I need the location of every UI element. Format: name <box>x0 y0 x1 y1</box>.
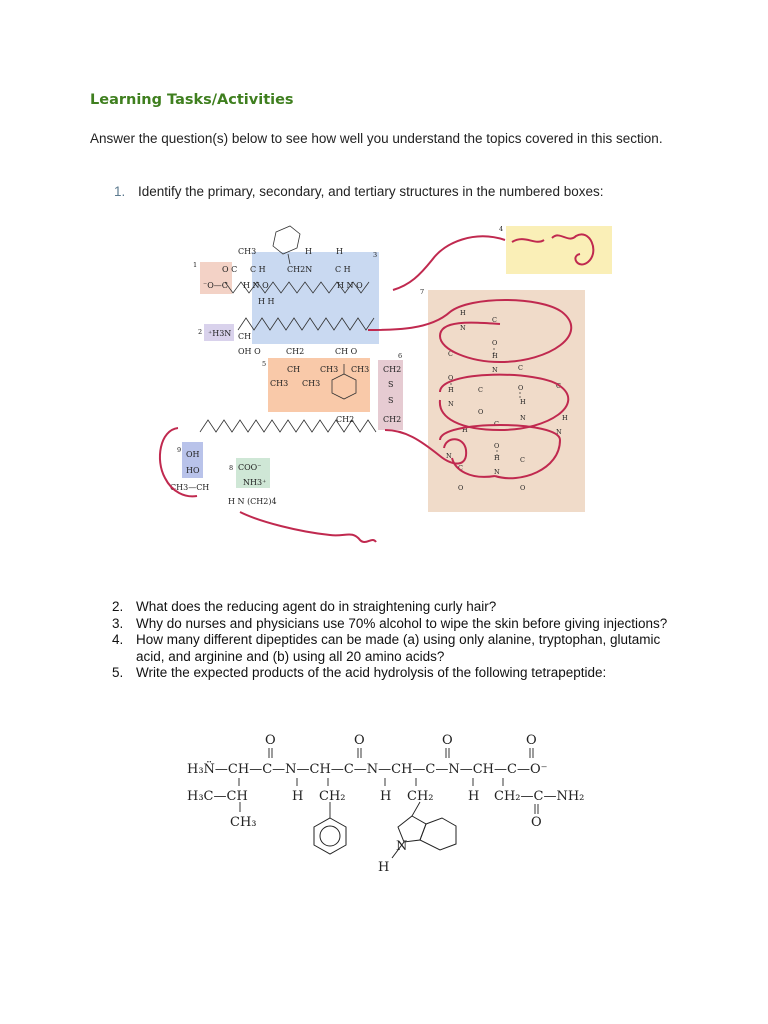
list-item <box>112 632 682 665</box>
question-text: Why do nurses and physicians use 70% alcohol to wipe the skin before giving injections? <box>136 615 668 631</box>
svg-text:HO: HO <box>186 466 200 475</box>
svg-text:O: O <box>518 384 524 392</box>
svg-text:C H: C H <box>250 265 266 274</box>
question-number: 5. <box>112 665 124 680</box>
list-item <box>112 665 682 682</box>
list-item <box>112 616 682 633</box>
svg-text:S: S <box>388 396 394 405</box>
svg-text:CH2: CH2 <box>286 347 305 356</box>
svg-text:O: O <box>478 408 484 416</box>
svg-text:N: N <box>460 324 466 332</box>
svg-text:O: O <box>494 442 500 450</box>
svg-text:CH3: CH3 <box>302 379 321 388</box>
amide-h-3: H <box>468 789 480 804</box>
indole-nitrogen: N <box>396 839 408 854</box>
svg-text:H: H <box>492 352 498 360</box>
question-1-number: 1. <box>114 184 126 199</box>
svg-text:CH3: CH3 <box>320 365 339 374</box>
svg-text:C: C <box>448 350 453 358</box>
box-4-highlight <box>506 226 612 274</box>
svg-text:C: C <box>556 382 561 390</box>
tetrapeptide-structure <box>0 720 768 880</box>
svg-text:O: O <box>492 339 498 347</box>
svg-text:H N (CH2)4: H N (CH2)4 <box>228 497 277 506</box>
question-text: Write the expected products of the acid hydrolysis of the following tetrapeptide: <box>136 665 607 680</box>
side-chain-trp: CH₂ <box>407 789 434 804</box>
svg-text:H: H <box>462 426 468 434</box>
box-number-6: 6 <box>398 352 403 360</box>
svg-text:CH O: CH O <box>335 347 358 356</box>
svg-text:⁻O—C: ⁻O—C <box>203 281 228 290</box>
box-number-5: 5 <box>262 360 267 368</box>
svg-text:O C: O C <box>222 265 238 274</box>
svg-text:CH3: CH3 <box>238 247 257 256</box>
svg-text:N: N <box>494 468 500 476</box>
svg-text:O: O <box>520 484 526 492</box>
side-chain-asn: CH₂—C—NH₂ <box>494 789 585 804</box>
svg-text:O: O <box>526 733 537 748</box>
indole-hydrogen: H <box>378 860 390 875</box>
question-number: 4. <box>112 632 124 647</box>
svg-text:OH: OH <box>186 450 200 459</box>
svg-text:C: C <box>520 456 525 464</box>
question-number: 3. <box>112 615 124 631</box>
svg-text:O: O <box>448 374 454 382</box>
svg-text:CH2: CH2 <box>383 365 402 374</box>
question-text: How many different dipeptides can be made (a) using only alanine, tryptophan, glutamic acid, and arginine and (b) using all 20 amino acids? <box>136 632 661 664</box>
section-heading: Learning Tasks/Activities <box>90 92 294 108</box>
box-number-7: 7 <box>420 288 425 296</box>
box-number-4: 4 <box>499 225 504 233</box>
svg-text:N: N <box>446 452 452 460</box>
svg-text:O: O <box>442 733 453 748</box>
svg-text:COO⁻: COO⁻ <box>238 463 262 472</box>
side-chain-valine-methyl: CH₃ <box>230 815 257 830</box>
svg-text:OH O: OH O <box>238 347 261 356</box>
svg-text:N: N <box>448 400 454 408</box>
svg-text:CH3: CH3 <box>351 365 370 374</box>
question-text: What does the reducing agent do in straightening curly hair? <box>136 599 497 614</box>
side-chain-phe: CH₂ <box>319 789 346 804</box>
svg-text:H: H <box>562 414 568 422</box>
svg-text:N: N <box>520 414 526 422</box>
asn-carbonyl-o: O <box>531 815 542 830</box>
svg-text:C: C <box>458 464 463 472</box>
svg-text:⁺H3N: ⁺H3N <box>208 329 232 338</box>
svg-text:H: H <box>494 454 500 462</box>
svg-text:C: C <box>518 364 523 372</box>
svg-text:S: S <box>388 380 394 389</box>
box-number-8: 8 <box>229 464 234 472</box>
svg-text:C: C <box>494 420 499 428</box>
svg-text:NH3⁺: NH3⁺ <box>243 478 267 487</box>
intro-paragraph: Answer the question(s) below to see how well you understand the topics covered in this section. <box>90 131 663 146</box>
svg-text:CH: CH <box>238 332 252 341</box>
svg-text:N: N <box>556 428 562 436</box>
svg-text:O: O <box>354 733 365 748</box>
svg-text:H: H <box>448 386 454 394</box>
list-item <box>112 599 682 616</box>
ring-structures <box>314 816 456 858</box>
question-number: 2. <box>112 599 124 614</box>
peptide-backbone: H₃N̈—CH—C—N—CH—C—N—CH—C—N—CH—C—O⁻ <box>187 762 548 777</box>
box-number-2: 2 <box>198 328 203 336</box>
box-number-3: 3 <box>373 251 378 259</box>
side-chain-valine: H₃C—CH <box>187 789 248 804</box>
svg-text:O: O <box>265 733 276 748</box>
amide-h-1: H <box>292 789 304 804</box>
svg-text:H: H <box>336 247 343 256</box>
svg-text:CH3: CH3 <box>270 379 289 388</box>
svg-text:CH2: CH2 <box>383 415 402 424</box>
svg-text:H: H <box>305 247 312 256</box>
svg-text:C: C <box>492 316 497 324</box>
svg-text:C H: C H <box>335 265 351 274</box>
svg-text:C: C <box>478 386 483 394</box>
question-list <box>112 599 682 682</box>
svg-text:H N O: H N O <box>337 281 363 290</box>
svg-text:H H: H H <box>258 297 275 306</box>
box-number-9: 9 <box>177 446 182 454</box>
svg-text:CH2: CH2 <box>336 415 355 424</box>
carbonyl-groups <box>265 733 537 758</box>
svg-text:N: N <box>492 366 498 374</box>
box-number-1: 1 <box>193 261 198 269</box>
svg-text:H N O: H N O <box>243 281 269 290</box>
svg-text:O: O <box>458 484 464 492</box>
svg-text:CH: CH <box>287 365 301 374</box>
svg-text:H: H <box>520 398 526 406</box>
svg-text:CH3—CH: CH3—CH <box>170 483 210 492</box>
svg-text:CH2N: CH2N <box>287 265 313 274</box>
question-1-text: Identify the primary, secondary, and tertiary structures in the numbered boxes: <box>138 184 604 199</box>
svg-text:H: H <box>460 309 466 317</box>
amide-h-2: H <box>380 789 392 804</box>
